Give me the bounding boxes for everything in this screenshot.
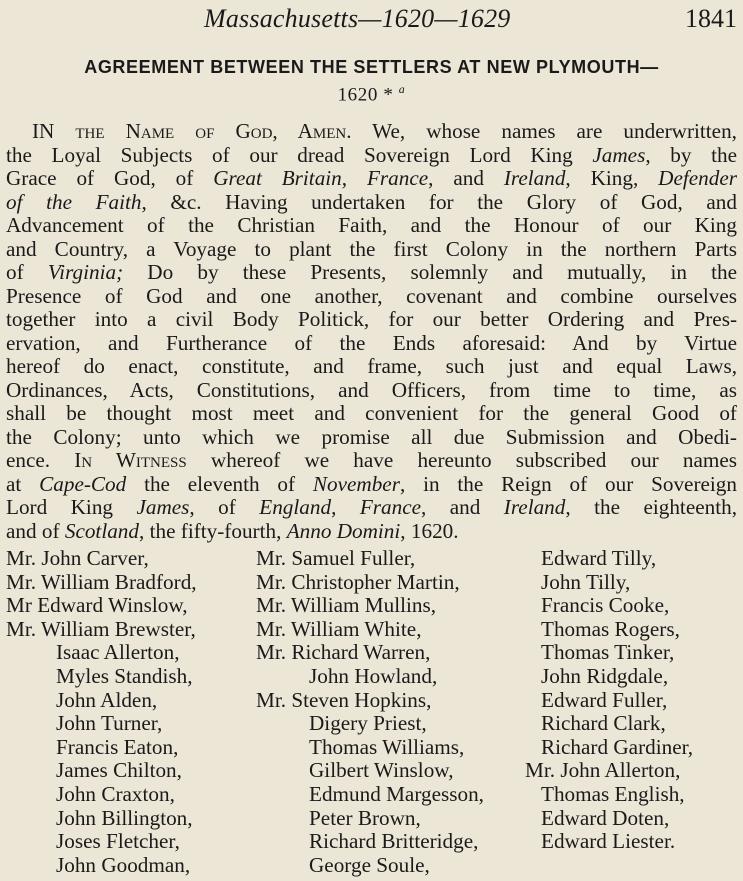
signatory-row bbox=[6, 736, 741, 760]
text-line: Ordinances, Acts, Constitutions, and Officers, from time to time, as bbox=[6, 377, 737, 402]
signatory-name: Edward Tilly, bbox=[541, 546, 657, 570]
signatory-name: Mr. John Allerton, bbox=[525, 758, 681, 783]
text-line: Presence of God and one another, covenant and combine ourselves bbox=[6, 283, 737, 308]
signatory-row bbox=[6, 594, 741, 618]
text-line: IN the Name of God, Amen. We, whose names are underwritten, bbox=[32, 119, 737, 143]
signatory-name: Edmund Margesson, bbox=[309, 781, 484, 806]
signatories-list bbox=[6, 547, 741, 877]
signatory-row bbox=[6, 712, 741, 736]
signatory-name: John Billington, bbox=[56, 805, 193, 830]
signatory-name: Edward Doten, bbox=[541, 805, 670, 830]
heading-year: 1620 * bbox=[337, 84, 394, 106]
signatory-name: Mr. John Carver, bbox=[6, 546, 149, 570]
text-line: together into a civil Body Politick, for our better Ordering and Pres- bbox=[6, 307, 737, 331]
signatory-name: Thomas Tinker, bbox=[541, 640, 675, 665]
text-line: the Colony; unto which we promise all due Submission and Obedi- bbox=[6, 424, 737, 449]
signatory-name: Peter Brown, bbox=[309, 805, 421, 830]
signatory-name: Digery Priest, bbox=[309, 711, 427, 736]
signatory-name: James Chilton, bbox=[56, 758, 182, 783]
signatory-name: Thomas English, bbox=[541, 781, 685, 806]
signatory-row bbox=[6, 618, 741, 642]
footnote-mark: a bbox=[398, 82, 406, 96]
signatory-name: John Goodman, bbox=[56, 852, 191, 877]
signatory-name: Isaac Allerton, bbox=[56, 640, 180, 665]
text-line: and Country, a Voyage to plant the first Colony in the northern Parts bbox=[6, 236, 737, 261]
signatory-row bbox=[6, 854, 741, 878]
signatory-name: Gilbert Winslow, bbox=[309, 758, 454, 783]
signatory-name: Thomas Williams, bbox=[309, 734, 465, 759]
signatory-name: Mr. William Mullins, bbox=[256, 593, 437, 618]
signatory-name: Francis Cooke, bbox=[541, 593, 670, 618]
text-line: at Cape-Cod the eleventh of November, in the Reign of our Sovereign bbox=[6, 471, 737, 496]
signatory-name: Mr. William Bradford, bbox=[6, 569, 197, 594]
heading-line-2 bbox=[0, 78, 743, 106]
text-line: and of Scotland, the fifty-fourth, Anno Domini, 1620. bbox=[6, 518, 459, 543]
signatory-name: Mr. William White, bbox=[256, 616, 422, 641]
text-line: ervation, and Furtherance of the Ends aforesaid: And by Virtue bbox=[6, 330, 737, 355]
signatory-name: Richard Britteridge, bbox=[309, 829, 479, 854]
signatory-name: Edward Liester. bbox=[541, 829, 676, 854]
signatory-name: Mr. Christopher Martin, bbox=[256, 569, 460, 594]
compact-paragraph bbox=[6, 120, 737, 543]
signatory-row bbox=[6, 547, 741, 571]
signatory-name: George Soule, bbox=[309, 852, 430, 877]
text-line: hereof do enact, constitute, and frame, such just and equal Laws, bbox=[6, 354, 737, 378]
running-head bbox=[0, 4, 743, 36]
text-line: Grace of God, of Great Britain, France, and Ireland, King, Defender bbox=[6, 166, 738, 190]
text-line: shall be thought most meet and convenient for the general Good of bbox=[6, 401, 737, 425]
signatory-name: Mr. William Brewster, bbox=[6, 616, 196, 641]
signatory-name: Mr. Steven Hopkins, bbox=[256, 687, 432, 712]
signatory-name: Mr. Samuel Fuller, bbox=[256, 546, 416, 570]
signatory-name: John Craxton, bbox=[56, 781, 175, 806]
signatory-row bbox=[6, 783, 741, 807]
signatory-row bbox=[6, 759, 741, 783]
signatory-name: Myles Standish, bbox=[56, 663, 193, 688]
signatory-name: Edward Fuller, bbox=[541, 687, 668, 712]
signatory-name: Francis Eaton, bbox=[56, 734, 179, 759]
text-line: ence. In Witness whereof we have hereunto subscribed our names bbox=[6, 448, 737, 472]
signatory-row bbox=[6, 641, 741, 665]
signatory-name: Richard Clark, bbox=[541, 711, 666, 736]
signatory-row bbox=[6, 807, 741, 831]
signatory-name: Thomas Rogers, bbox=[541, 616, 680, 641]
signatory-name: Richard Gardiner, bbox=[541, 734, 694, 759]
text-line: of the Faith, &c. Having undertaken for the Glory of God, and bbox=[6, 189, 737, 214]
signatory-name: Mr. Richard Warren, bbox=[256, 640, 431, 665]
page-number: 1841 bbox=[685, 4, 737, 33]
signatory-name: John Tilly, bbox=[541, 569, 631, 594]
signatory-name: John Ridgdale, bbox=[541, 663, 669, 688]
text-line: Advancement of the Christian Faith, and the Honour of our King bbox=[6, 213, 737, 237]
signatory-name: John Howland, bbox=[309, 663, 438, 688]
signatory-name: John Alden, bbox=[56, 687, 158, 712]
signatory-row bbox=[6, 665, 741, 689]
signatory-name: Joses Fletcher, bbox=[56, 829, 180, 854]
running-head-title: Massachusetts—1620—1629 bbox=[204, 4, 511, 33]
signatory-row bbox=[6, 830, 741, 854]
text-line: of Virginia; Do by these Presents, solemnly and mutually, in the bbox=[6, 260, 737, 284]
signatory-row bbox=[6, 571, 741, 595]
text-line: the Loyal Subjects of our dread Sovereign Lord King James, by the bbox=[6, 142, 737, 167]
signatory-name: John Turner, bbox=[56, 711, 163, 736]
signatory-row bbox=[6, 689, 741, 713]
signatory-name: Mr Edward Winslow, bbox=[6, 593, 188, 618]
document-heading bbox=[0, 56, 743, 106]
text-line: Lord King James, of England, France, and Ireland, the eighteenth, bbox=[6, 495, 737, 519]
heading-line-1: AGREEMENT BETWEEN THE SETTLERS AT NEW PLYMOUTH— bbox=[84, 57, 659, 77]
